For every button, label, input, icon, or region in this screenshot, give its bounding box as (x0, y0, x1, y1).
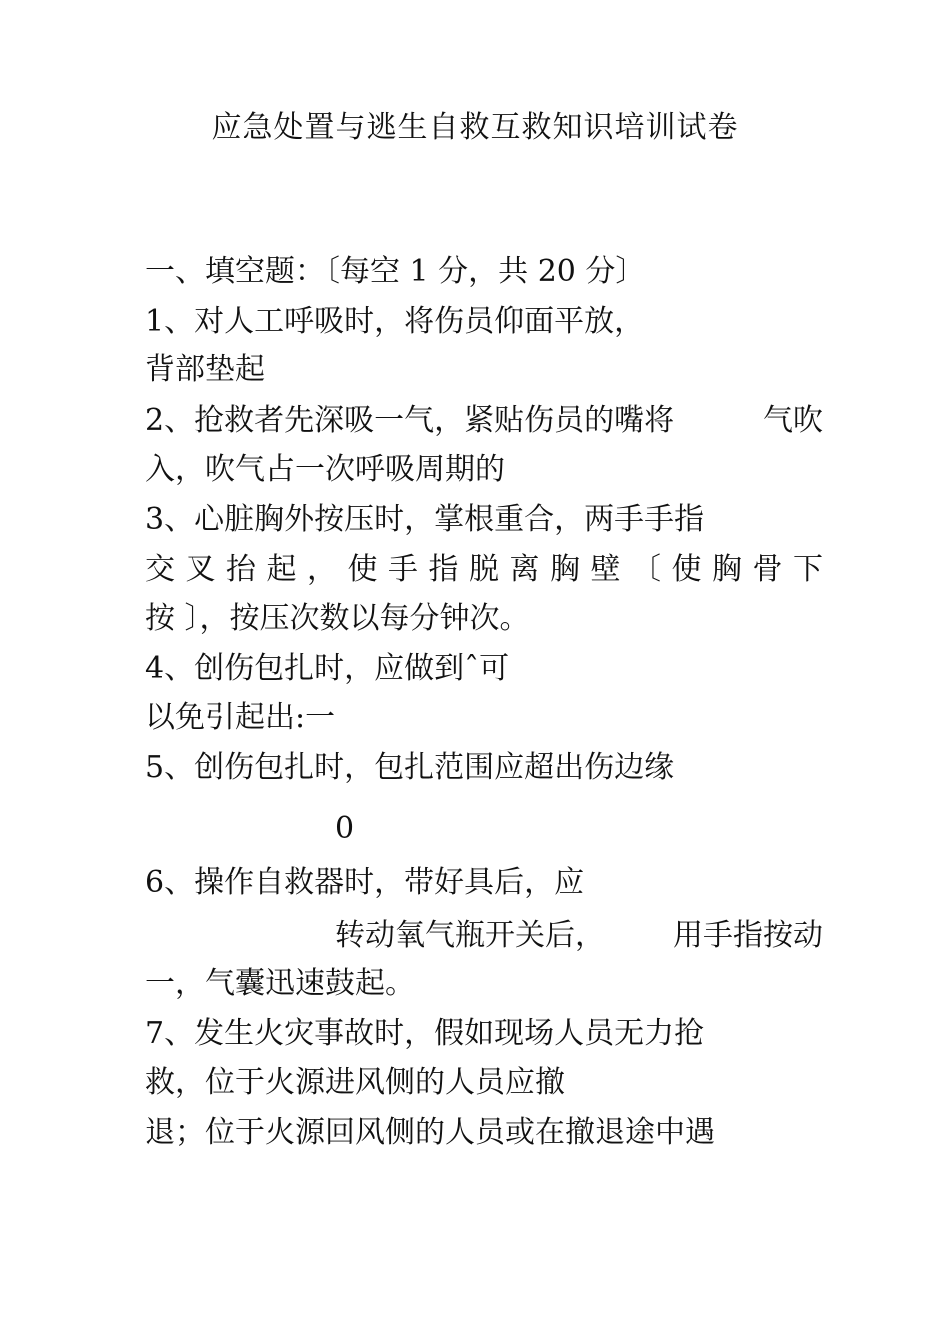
question-6-line-2 (335, 916, 823, 956)
question-1-line-1: 1、对人工呼吸时，将伤员仰面平放， (145, 304, 645, 339)
justified-char: 骨 (752, 552, 783, 587)
justified-char: 壁 (590, 552, 621, 587)
question-2-line-1 (145, 401, 823, 441)
justified-char: 起 (266, 552, 297, 587)
justified-char: 〔 (631, 552, 661, 587)
justified-char: 胸 (550, 552, 580, 587)
question-6-line-3: 一，气囊迅速鼓起。 (145, 966, 415, 1001)
question-7-line-2: 救，位于火源进风侧的人员应撤 (145, 1065, 565, 1100)
question-6-line-1: 6、操作自救器时，带好具后，应 (145, 865, 585, 900)
justified-char: 胸 (712, 552, 742, 587)
justified-char: 叉 (185, 552, 216, 587)
justified-char: 交 (145, 552, 175, 587)
question-2-line-2: 入，吹气占一次呼吸周期的 (145, 452, 505, 487)
justified-char: 抬 (226, 552, 256, 587)
question-6-line-2-text: 转动氧气瓶开关后， (335, 918, 605, 953)
justified-char: 脱 (469, 552, 499, 587)
justified-char: 离 (509, 552, 540, 587)
question-2-line-1-end: 气吹 (763, 403, 823, 438)
question-3-line-3: 按 〕，按压次数以每分钟次。 (145, 601, 530, 636)
justified-char: ， (307, 552, 337, 587)
question-7-line-3: 退；位于火源回风侧的人员或在撤退途中遇 (145, 1115, 715, 1150)
justified-char: 使 (671, 552, 702, 587)
justified-char: 指 (428, 552, 459, 587)
question-7-line-1: 7、发生火灾事故时，假如现场人员无力抢 (145, 1016, 705, 1051)
question-4-line-2: 以免引起出:一 (145, 700, 336, 735)
section-heading: 一、填空题：〔每空 1 分，共 20 分〕 (145, 254, 646, 289)
question-1-line-2: 背部垫起 (145, 352, 265, 387)
question-5-line-1: 5、创伤包扎时，包扎范围应超出伤边缘 (145, 750, 675, 785)
justified-char: 使 (347, 552, 378, 587)
question-4-line-1: 4、创伤包扎时，应做到ˆ可 (145, 651, 510, 686)
document-title: 应急处置与逃生自救互救知识培训试卷 (211, 110, 739, 145)
justified-char: 下 (793, 552, 823, 587)
question-3-line-1: 3、心脏胸外按压时，掌根重合，两手手指 (145, 502, 705, 537)
question-6-line-2-end: 用手指按动 (673, 918, 823, 953)
question-2-line-1-text: 2、抢救者先深吸一气，紧贴伤员的嘴将 (145, 403, 675, 438)
justified-char: 手 (388, 552, 418, 587)
question-5-blank-value: 0 (335, 811, 355, 846)
question-3-line-2 (145, 550, 823, 590)
